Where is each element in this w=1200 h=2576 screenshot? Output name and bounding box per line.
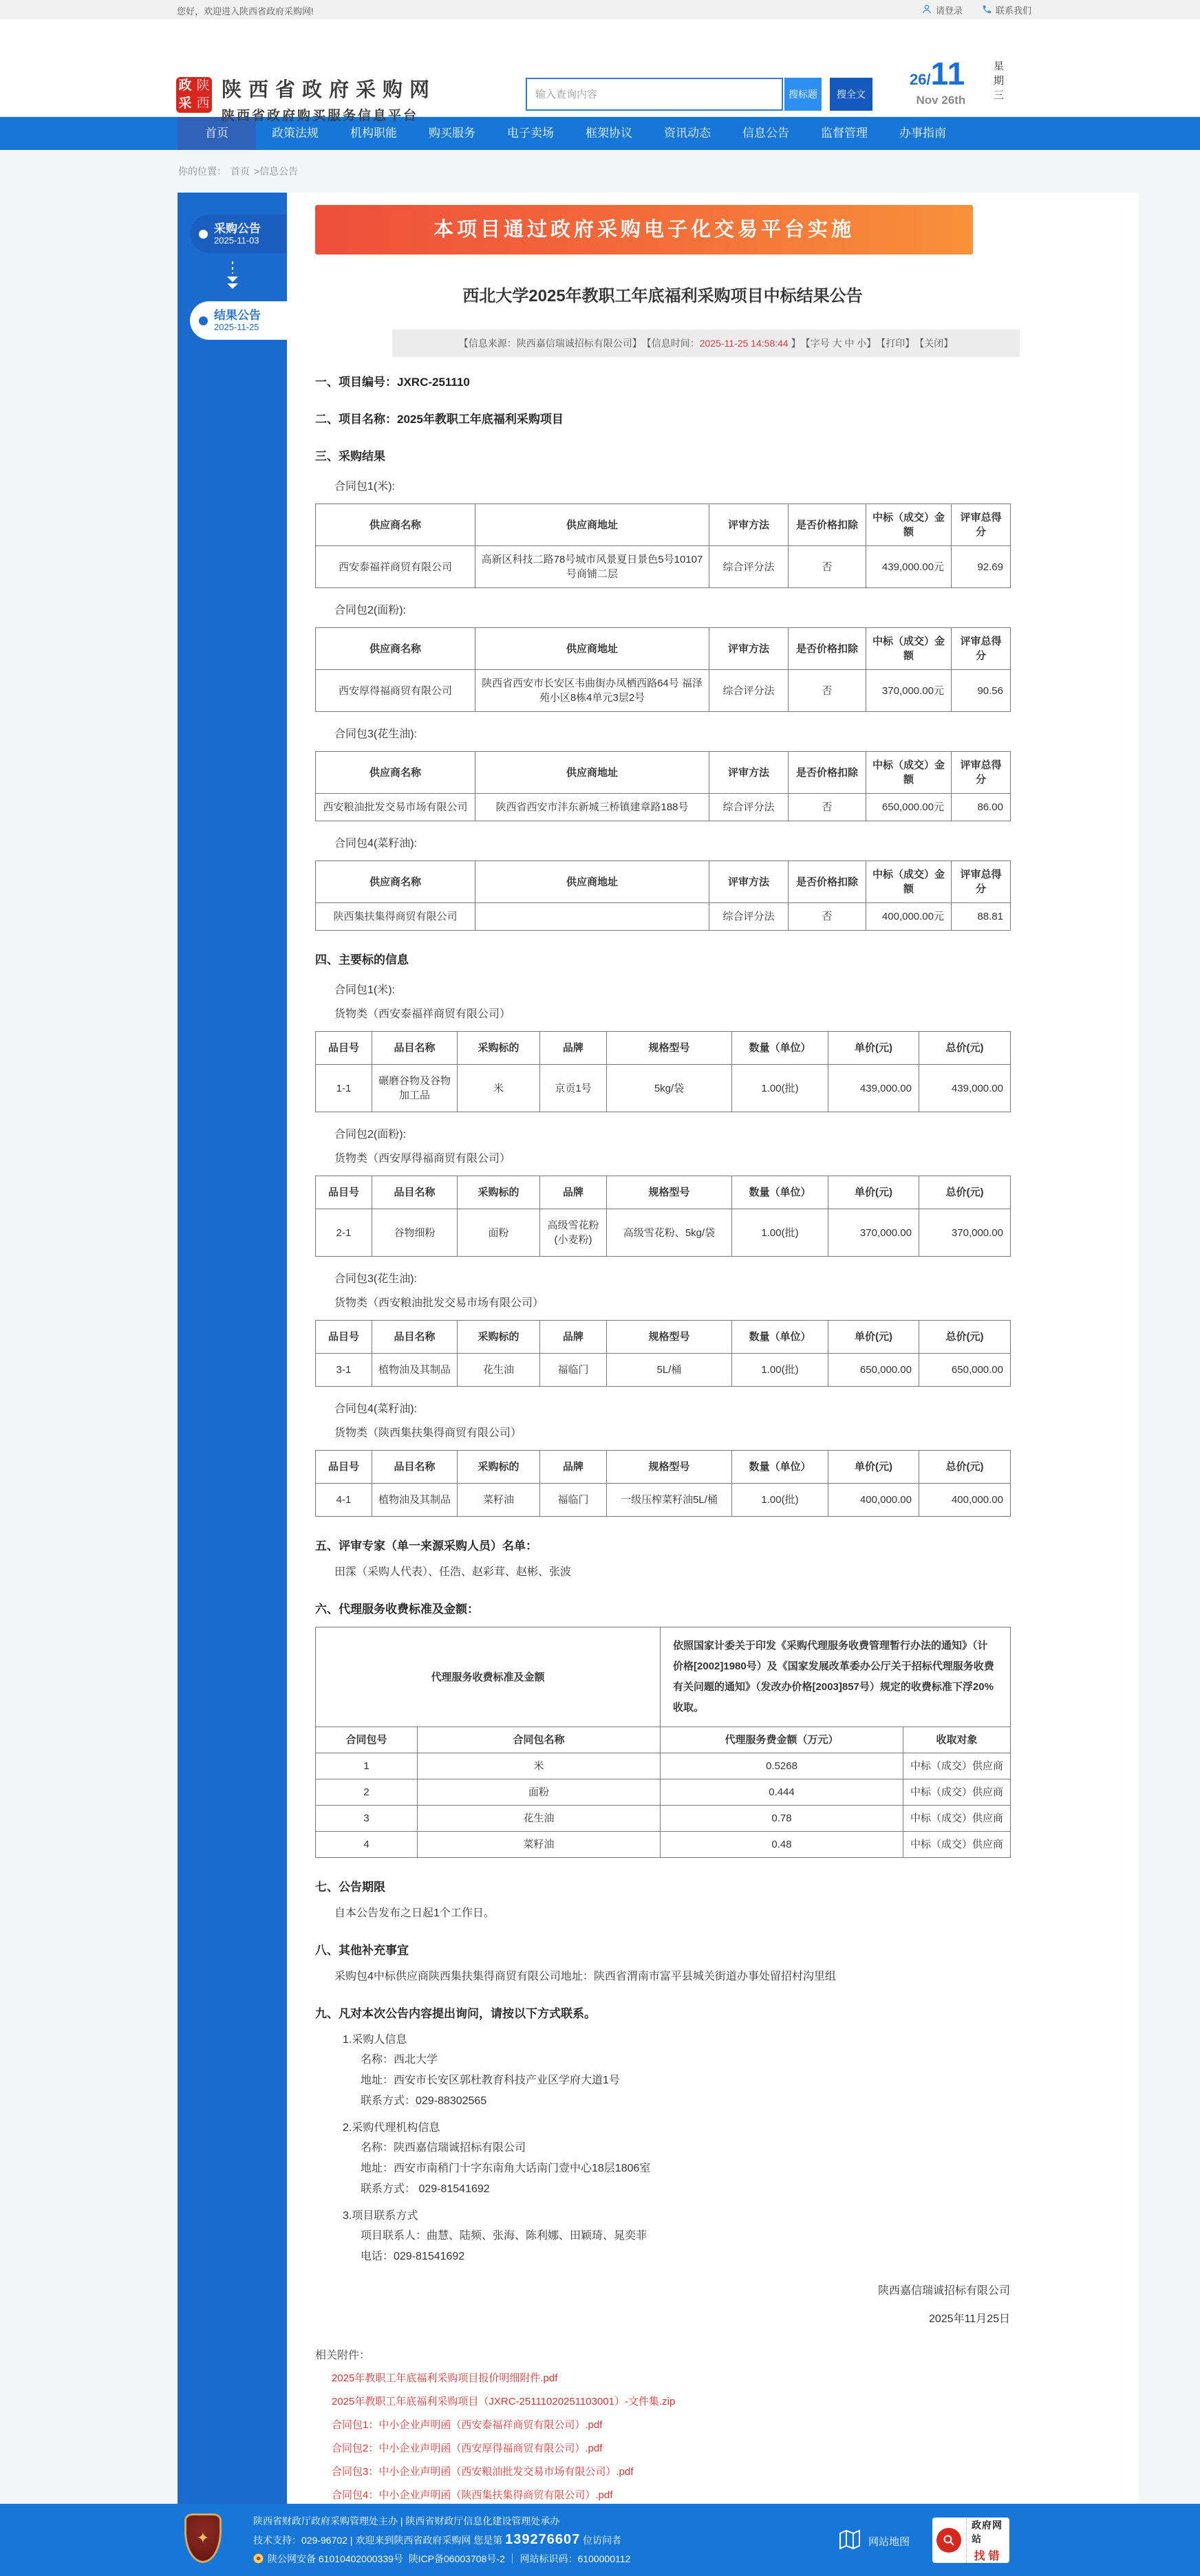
arrow-down-icon — [178, 260, 287, 296]
breadcrumb — [0, 150, 1200, 193]
table-header-row — [316, 1451, 1011, 1484]
table-row — [316, 1065, 1011, 1112]
col-item-no: 品目号 — [316, 1032, 372, 1065]
sitemap-label: 网站地图 — [868, 2535, 910, 2548]
font-size-medium-button[interactable]: 中 — [844, 338, 855, 349]
table-header-row — [316, 504, 1011, 546]
result-table-package4 — [315, 861, 1011, 931]
col-target: 采购标的 — [458, 1176, 540, 1209]
meta-fontsize-close: 】 — [866, 338, 877, 349]
cell-score: 88.81 — [952, 903, 1011, 931]
date-month: 11 — [930, 56, 966, 91]
col-total-price: 总价(元) — [919, 1321, 1011, 1354]
cell-item-name: 碾磨谷物及谷物加工品 — [372, 1065, 458, 1112]
col-qty: 数量（单位） — [732, 1032, 828, 1065]
col-deduct: 是否价格扣除 — [789, 628, 866, 670]
cell-unit-price: 400,000.00 — [828, 1484, 919, 1517]
col-package-name: 合同包名称 — [418, 1727, 661, 1753]
col-item-no: 品目号 — [316, 1176, 372, 1209]
cell-charged-party: 中标（成交）供应商 — [903, 1806, 1011, 1832]
cell-item-no: 2-1 — [316, 1209, 372, 1257]
agency-fee-table — [315, 1627, 1011, 1858]
cell-target: 花生油 — [458, 1354, 540, 1387]
col-unit-price: 单价(元) — [828, 1176, 919, 1209]
col-item-no: 品目号 — [316, 1321, 372, 1354]
cell-fee-amount: 0.5268 — [661, 1753, 903, 1779]
cell-brand: 福临门 — [540, 1354, 607, 1387]
category-label: 货物类（西安厚得福商贸有限公司） — [334, 1153, 511, 1165]
public-security-badge-icon — [253, 2553, 264, 2564]
date-day: 26/ — [910, 71, 931, 88]
col-score: 评审总得分 — [952, 504, 1011, 546]
col-item-name: 品目名称 — [372, 1176, 458, 1209]
cell-brand: 高级雪花粉(小麦粉) — [540, 1209, 607, 1257]
user-icon — [921, 3, 932, 17]
col-package-no: 合同包号 — [316, 1727, 418, 1753]
table-row — [316, 1832, 1011, 1858]
cell-item-name: 植物油及其制品 — [372, 1484, 458, 1517]
cell-spec: 一级压榨菜籽油5L/桶 — [607, 1484, 732, 1517]
cell-amount: 400,000.00元 — [866, 903, 952, 931]
article-meta-bar — [392, 329, 1020, 357]
nav-item-policies[interactable]: 政策法规 — [272, 127, 319, 140]
breadcrumb-current: >信息公告 — [254, 166, 299, 177]
site-logo[interactable] — [176, 77, 212, 113]
col-unit-price: 单价(元) — [828, 1321, 919, 1354]
attachments-heading: 相关附件： — [315, 2350, 371, 2361]
cell-target: 米 — [458, 1065, 540, 1112]
table-header-row — [316, 1032, 1011, 1065]
timeline-sidebar — [178, 193, 287, 2523]
expert-names: 田霂（采购人代表）、任浩、赵彩茸、赵彬、张波 — [334, 1566, 572, 1578]
nav-item-news[interactable]: 资讯动态 — [664, 127, 711, 140]
date-english: Nov 26th — [916, 94, 966, 107]
cell-item-no: 4-1 — [316, 1484, 372, 1517]
cell-method: 综合评分法 — [709, 670, 789, 712]
col-address: 供应商地址 — [475, 504, 709, 546]
cell-package-no: 4 — [316, 1832, 418, 1858]
site-code: 网站标识码：6100000112 — [519, 2553, 631, 2564]
col-supplier: 供应商名称 — [316, 861, 475, 903]
cell-item-no: 3-1 — [316, 1354, 372, 1387]
col-spec: 规格型号 — [607, 1032, 732, 1065]
result-table-package1 — [315, 504, 1011, 588]
logo-char: 西 — [196, 96, 210, 111]
agent-phone: 联系方式： 029-81541692 — [361, 2183, 490, 2195]
site-names — [222, 74, 436, 124]
col-supplier: 供应商名称 — [316, 504, 475, 546]
table-row — [316, 546, 1011, 588]
col-amount: 中标（成交）金额 — [866, 752, 952, 794]
package-label: 合同包1(米): — [334, 481, 396, 493]
cell-score: 86.00 — [952, 794, 1011, 821]
nav-item-guide[interactable]: 办事指南 — [899, 127, 946, 140]
nav-item-announcements[interactable]: 信息公告 — [742, 127, 789, 140]
cell-amount: 370,000.00元 — [866, 670, 952, 712]
col-amount: 中标（成交）金额 — [866, 628, 952, 670]
site-subtitle: 陕西省政府购买服务信息平台 — [222, 109, 419, 123]
cell-deduct: 否 — [789, 903, 866, 931]
col-charged-party: 收取对象 — [903, 1727, 1011, 1753]
visitor-count: 139276607 — [505, 2532, 581, 2547]
col-qty: 数量（单位） — [732, 1451, 828, 1484]
cell-supplier: 陕西集扶集得商贸有限公司 — [316, 903, 475, 931]
magnifier-icon — [936, 2528, 961, 2553]
login-link[interactable] — [921, 3, 963, 17]
col-supplier: 供应商名称 — [316, 628, 475, 670]
item-table-package4 — [315, 1450, 1011, 1517]
main-wrap — [178, 193, 1139, 2523]
weekday-label: 星期三 — [992, 61, 1004, 104]
cell-total-price: 439,000.00 — [919, 1065, 1011, 1112]
col-qty: 数量（单位） — [732, 1321, 828, 1354]
cell-fee-amount: 0.48 — [661, 1832, 903, 1858]
table-row — [316, 1753, 1011, 1779]
cell-qty: 1.00(批) — [732, 1484, 828, 1517]
map-icon — [838, 2529, 861, 2553]
signature-company: 陕西嘉信瑞诚招标有限公司 — [877, 2285, 1010, 2297]
table-row — [316, 1484, 1011, 1517]
cell-charged-party: 中标（成交）供应商 — [903, 1832, 1011, 1858]
cell-spec: 高级雪花粉、5kg/袋 — [607, 1209, 732, 1257]
cell-package-no: 2 — [316, 1779, 418, 1806]
meta-time-close: 】 — [788, 338, 801, 349]
col-spec: 规格型号 — [607, 1176, 732, 1209]
meta-source: 【信息来源：陕西嘉信瑞诚招标有限公司】 — [458, 338, 642, 349]
cell-brand: 福临门 — [540, 1484, 607, 1517]
cell-package-name: 面粉 — [418, 1779, 661, 1806]
buyer-address: 地址：西安市长安区郭杜教育科技产业区学府大道1号 — [361, 2075, 620, 2086]
platform-banner: 本项目通过政府采购电子化交易平台实施 — [315, 205, 973, 255]
cell-amount: 650,000.00元 — [866, 794, 952, 821]
font-size-large-button[interactable]: 大 — [832, 338, 842, 349]
other-matters-body: 采购包4中标供应商陕西集扶集得商贸有限公司地址：陕西省渭南市富平县城关街道办事处留招村沟里组 — [334, 1971, 836, 1982]
cell-package-no: 1 — [316, 1753, 418, 1779]
item-table-package2 — [315, 1176, 1011, 1257]
fee-merged-row — [316, 1627, 1011, 1727]
cell-method: 综合评分法 — [709, 546, 789, 588]
package-label: 合同包4(菜籽油): — [334, 838, 418, 849]
col-amount: 中标（成交）金额 — [866, 861, 952, 903]
cell-package-name: 花生油 — [418, 1806, 661, 1832]
welcome-text: 您好，欢迎进入陕西省政府采购网! — [177, 6, 314, 17]
cell-address: 陕西省西安市沣东新城三桥镇建章路188号 — [475, 794, 709, 821]
cell-method: 综合评分法 — [709, 794, 789, 821]
date-block — [910, 55, 965, 107]
table-header-row — [316, 628, 1011, 670]
meta-time-value: 2025-11-25 14:58:44 — [699, 338, 789, 349]
col-total-price: 总价(元) — [919, 1176, 1011, 1209]
buyer-name: 名称：西北大学 — [361, 2054, 438, 2066]
step-label: 采购公告 — [214, 221, 261, 235]
col-method: 评审方法 — [709, 504, 789, 546]
search-title-button[interactable]: 搜标题 — [784, 78, 822, 111]
project-contacts: 项目联系人：曲慧、陆频、张海、陈利娜、田颖琦、晁奕菲 — [361, 2230, 647, 2242]
article-panel — [287, 193, 1139, 2523]
fee-standard-label: 代理服务收费标准及金额 — [316, 1627, 661, 1727]
cell-unit-price: 650,000.00 — [828, 1354, 919, 1387]
main-nav — [0, 117, 1200, 150]
col-address: 供应商地址 — [475, 752, 709, 794]
col-method: 评审方法 — [709, 752, 789, 794]
badge-gov-site-label: 政府网站 — [972, 2519, 1003, 2544]
table-row — [316, 903, 1011, 931]
step-dot — [199, 316, 208, 325]
section-main-subject-info: 四、主要标的信息 — [315, 953, 409, 966]
col-brand: 品牌 — [540, 1451, 607, 1484]
col-method: 评审方法 — [709, 628, 789, 670]
col-brand: 品牌 — [540, 1032, 607, 1065]
cell-score: 90.56 — [952, 670, 1011, 712]
agent-address: 地址：西安市南稍门十字东南角大话南门壹中心18层1806室 — [361, 2163, 651, 2174]
cell-unit-price: 439,000.00 — [828, 1065, 919, 1112]
search-input[interactable] — [526, 78, 783, 111]
package-label: 合同包3(花生油): — [334, 728, 418, 740]
search-fulltext-button[interactable]: 搜全文 — [830, 78, 872, 111]
section-procurement-results: 三、采购结果 — [315, 450, 385, 463]
step-date: 2025-11-25 — [214, 321, 259, 332]
col-spec: 规格型号 — [607, 1321, 732, 1354]
cell-total-price: 370,000.00 — [919, 1209, 1011, 1257]
sitemap-link[interactable] — [838, 2529, 910, 2553]
col-score: 评审总得分 — [952, 628, 1011, 670]
cell-supplier: 西安泰福祥商贸有限公司 — [316, 546, 475, 588]
cell-deduct: 否 — [789, 670, 866, 712]
package-label: 合同包3(花生油): — [334, 1273, 418, 1285]
cell-target: 菜籽油 — [458, 1484, 540, 1517]
step-label: 结果公告 — [214, 308, 261, 322]
table-row — [316, 1779, 1011, 1806]
package-label: 合同包1(米): — [334, 984, 396, 996]
col-amount: 中标（成交）金额 — [866, 504, 952, 546]
category-label: 货物类（陕西集扶集得商贸有限公司） — [334, 1427, 522, 1439]
buyer-info-heading: 1.采购人信息 — [343, 2034, 407, 2046]
result-table-package2 — [315, 627, 1011, 712]
attachment-link-sme-declaration-2[interactable]: 合同包2：中小企业声明函（西安厚得福商贸有限公司）.pdf — [332, 2443, 603, 2454]
package-label: 合同包2(面粉): — [334, 1129, 407, 1140]
breadcrumb-prefix: 你的位置： — [178, 166, 226, 177]
logo-char: 陕 — [196, 78, 210, 93]
col-target: 采购标的 — [458, 1321, 540, 1354]
sidebar-item-procurement-notice[interactable] — [190, 215, 287, 253]
cell-target: 面粉 — [458, 1209, 540, 1257]
cell-qty: 1.00(批) — [732, 1065, 828, 1112]
cell-item-name: 植物油及其制品 — [372, 1354, 458, 1387]
cell-total-price: 400,000.00 — [919, 1484, 1011, 1517]
signature-date: 2025年11月25日 — [928, 2313, 1010, 2325]
icp-number: 陕ICP备06003708号-2 — [408, 2553, 505, 2564]
table-header-row — [316, 861, 1011, 903]
cell-item-name: 谷物细粉 — [372, 1209, 458, 1257]
cell-fee-amount: 0.78 — [661, 1806, 903, 1832]
top-utility-bar — [0, 0, 1200, 19]
cell-package-name: 菜籽油 — [418, 1832, 661, 1858]
nav-item-functions[interactable]: 机构职能 — [350, 127, 397, 140]
step-dot — [199, 230, 208, 239]
cell-item-no: 1-1 — [316, 1065, 372, 1112]
meta-time-open: 【信息时间： — [641, 338, 700, 349]
cell-unit-price: 370,000.00 — [828, 1209, 919, 1257]
category-label: 货物类（西安泰福祥商贸有限公司） — [334, 1008, 511, 1020]
table-header-row — [316, 752, 1011, 794]
col-deduct: 是否价格扣除 — [789, 861, 866, 903]
nav-item-home[interactable]: 首页 — [178, 117, 256, 150]
cell-address: 高新区科技二路78号城市风景夏日景色5号10107号商铺二层 — [475, 546, 709, 588]
table-header-row — [316, 1321, 1011, 1354]
site-title: 陕西省政府采购网 — [222, 79, 437, 101]
contact-label: 联系我们 — [995, 6, 1031, 16]
footer-text-block — [253, 2512, 630, 2568]
cell-qty: 1.00(批) — [732, 1354, 828, 1387]
table-row — [316, 794, 1011, 821]
badge-texts — [966, 2518, 1005, 2563]
search-box — [526, 78, 872, 111]
section-review-experts: 五、评审专家（单一来源采购人员）名单： — [315, 1539, 537, 1552]
cell-amount: 439,000.00元 — [866, 546, 952, 588]
cell-package-no: 3 — [316, 1806, 418, 1832]
cell-supplier: 西安粮油批发交易市场有限公司 — [316, 794, 475, 821]
col-fee-amount: 代理服务费金额（万元） — [661, 1727, 903, 1753]
beian-link[interactable]: 陕公网安备 61010402000339号 — [268, 2553, 403, 2564]
print-button[interactable]: 【打印】 — [876, 338, 915, 349]
site-header — [0, 19, 1200, 123]
logo-char: 采 — [178, 96, 192, 111]
buyer-phone: 联系方式：029-88302565 — [361, 2095, 487, 2107]
col-target: 采购标的 — [458, 1451, 540, 1484]
footer-organizer-line: 陕西省财政厅政府采购管理处主办 | 陕西省财政厅信息化建设管理处承办 — [253, 2515, 560, 2526]
col-method: 评审方法 — [709, 861, 789, 903]
col-deduct: 是否价格扣除 — [789, 752, 866, 794]
col-brand: 品牌 — [540, 1321, 607, 1354]
cell-qty: 1.00(批) — [732, 1209, 828, 1257]
cell-spec: 5kg/袋 — [607, 1065, 732, 1112]
close-button[interactable]: 【关闭】 — [914, 338, 954, 349]
attachment-link-sme-declaration-3[interactable]: 合同包3：中小企业声明函（西安粮油批发交易市场有限公司）.pdf — [332, 2466, 634, 2478]
fee-standard-note: 依照国家计委关于印发《采购代理服务收费管理暂行办法的通知》（计价格[2002]1980号）及《国家发展改革委办公厅关于招标代理服务收费有关问题的通知》（发改办价格[2003]857号）规定的收费标准下浮20%收取。 — [661, 1627, 1011, 1727]
col-score: 评审总得分 — [952, 752, 1011, 794]
col-item-no: 品目号 — [316, 1451, 372, 1484]
col-supplier: 供应商名称 — [316, 752, 475, 794]
attachment-link-quote-detail[interactable]: 2025年教职工年底福利采购项目报价明细附件.pdf — [332, 2372, 558, 2384]
cell-address: 陕西省西安市长安区韦曲街办凤栖西路64号 福泽苑小区8栋4单元3层2号 — [475, 670, 709, 712]
agent-info-heading: 2.采购代理机构信息 — [343, 2122, 440, 2134]
footer-beian-line: 陕公网安备 61010402000339号 陕ICP备06003708号-2 ｜ 网站标识码：6100000112 — [253, 2550, 630, 2568]
meta-fontsize-open: 【字号 — [800, 338, 833, 349]
package-label: 合同包2(面粉): — [334, 605, 407, 616]
nav-item-emall[interactable]: 电子卖场 — [507, 127, 554, 140]
cell-deduct: 否 — [789, 546, 866, 588]
col-brand: 品牌 — [540, 1176, 607, 1209]
col-item-name: 品目名称 — [372, 1321, 458, 1354]
page-title: 西北大学2025年教职工年底福利采购项目中标结果公告 — [462, 287, 863, 305]
breadcrumb-home[interactable]: 首页 — [231, 166, 250, 177]
item-table-package3 — [315, 1320, 1011, 1387]
section-other-matters: 八、其他补充事宜 — [315, 1944, 409, 1957]
result-table-package3 — [315, 751, 1011, 821]
col-total-price: 总价(元) — [919, 1451, 1011, 1484]
category-label: 货物类（西安粮油批发交易市场有限公司） — [334, 1297, 544, 1309]
table-row — [316, 1354, 1011, 1387]
contact-link[interactable] — [982, 3, 1031, 17]
cell-address — [475, 903, 709, 931]
cell-package-name: 米 — [418, 1753, 661, 1779]
attachment-link-file-set[interactable]: 2025年教职工年底福利采购项目（JXRC-25111020251103001）-文件集.zip — [332, 2396, 676, 2407]
item-table-package1 — [315, 1031, 1011, 1112]
cell-charged-party: 中标（成交）供应商 — [903, 1779, 1011, 1806]
package-label: 合同包4(菜籽油): — [334, 1403, 418, 1415]
cell-total-price: 650,000.00 — [919, 1354, 1011, 1387]
gov-site-error-report-badge[interactable] — [932, 2518, 1009, 2563]
col-unit-price: 单价(元) — [828, 1451, 919, 1484]
section-agency-fee: 六、代理服务收费标准及金额： — [315, 1603, 479, 1616]
table-row — [316, 1806, 1011, 1832]
section-announcement-period: 七、公告期限 — [315, 1881, 385, 1894]
col-deduct: 是否价格扣除 — [789, 504, 866, 546]
col-item-name: 品目名称 — [372, 1451, 458, 1484]
footer-support-line: 技术支持：029-96702 | 欢迎来到陕西省政府采购网 您是第 139276607 位访问者 — [253, 2532, 622, 2547]
nav-item-supervision[interactable]: 监督管理 — [821, 127, 868, 140]
table-row — [316, 1209, 1011, 1257]
nav-item-purchase-service[interactable]: 购买服务 — [429, 127, 475, 140]
cell-spec: 5L/桶 — [607, 1354, 732, 1387]
nav-item-framework[interactable]: 框架协议 — [586, 127, 632, 140]
table-row — [316, 670, 1011, 712]
step-date: 2025-11-03 — [214, 235, 259, 246]
project-contact-heading: 3.项目联系方式 — [343, 2210, 418, 2222]
col-total-price: 总价(元) — [919, 1032, 1011, 1065]
section-project-name: 二、项目名称：2025年教职工年底福利采购项目 — [315, 413, 564, 426]
col-item-name: 品目名称 — [372, 1032, 458, 1065]
announcement-period-body: 自本公告发布之日起1个工作日。 — [334, 1907, 495, 1919]
section-contact-info: 九、凡对本次公告内容提出询问，请按以下方式联系。 — [315, 2007, 596, 2020]
topbar-links — [921, 3, 1031, 17]
site-footer — [0, 2504, 1200, 2576]
cell-charged-party: 中标（成交）供应商 — [903, 1753, 1011, 1779]
cell-method: 综合评分法 — [709, 903, 789, 931]
col-address: 供应商地址 — [475, 628, 709, 670]
table-header-row — [316, 1176, 1011, 1209]
phone-icon — [982, 4, 992, 17]
finance-emblem-logo: ✦ — [184, 2513, 222, 2563]
col-unit-price: 单价(元) — [828, 1032, 919, 1065]
project-phone: 电话：029-81541692 — [361, 2251, 465, 2262]
col-qty: 数量（单位） — [732, 1176, 828, 1209]
badge-find-error-label: 找错 — [974, 2550, 1003, 2562]
cell-supplier: 西安厚得福商贸有限公司 — [316, 670, 475, 712]
col-target: 采购标的 — [458, 1032, 540, 1065]
cell-brand: 京贡1号 — [540, 1065, 607, 1112]
sidebar-item-result-notice[interactable] — [190, 301, 287, 340]
cell-fee-amount: 0.444 — [661, 1779, 903, 1806]
attachment-link-sme-declaration-1[interactable]: 合同包1：中小企业声明函（西安泰福祥商贸有限公司）.pdf — [332, 2419, 603, 2431]
col-spec: 规格型号 — [607, 1451, 732, 1484]
font-size-small-button[interactable]: 小 — [857, 338, 867, 349]
login-label: 请登录 — [935, 6, 963, 16]
logo-char: 政 — [178, 78, 192, 93]
section-project-number: 一、项目编号：JXRC-251110 — [315, 376, 470, 389]
col-address: 供应商地址 — [475, 861, 709, 903]
attachment-link-sme-declaration-4[interactable]: 合同包4：中小企业声明函（陕西集扶集得商贸有限公司）.pdf — [332, 2489, 613, 2501]
agent-name: 名称：陕西嘉信瑞诚招标有限公司 — [361, 2142, 526, 2154]
cell-deduct: 否 — [789, 794, 866, 821]
table-header-row — [316, 1727, 1011, 1753]
col-score: 评审总得分 — [952, 861, 1011, 903]
cell-score: 92.69 — [952, 546, 1011, 588]
